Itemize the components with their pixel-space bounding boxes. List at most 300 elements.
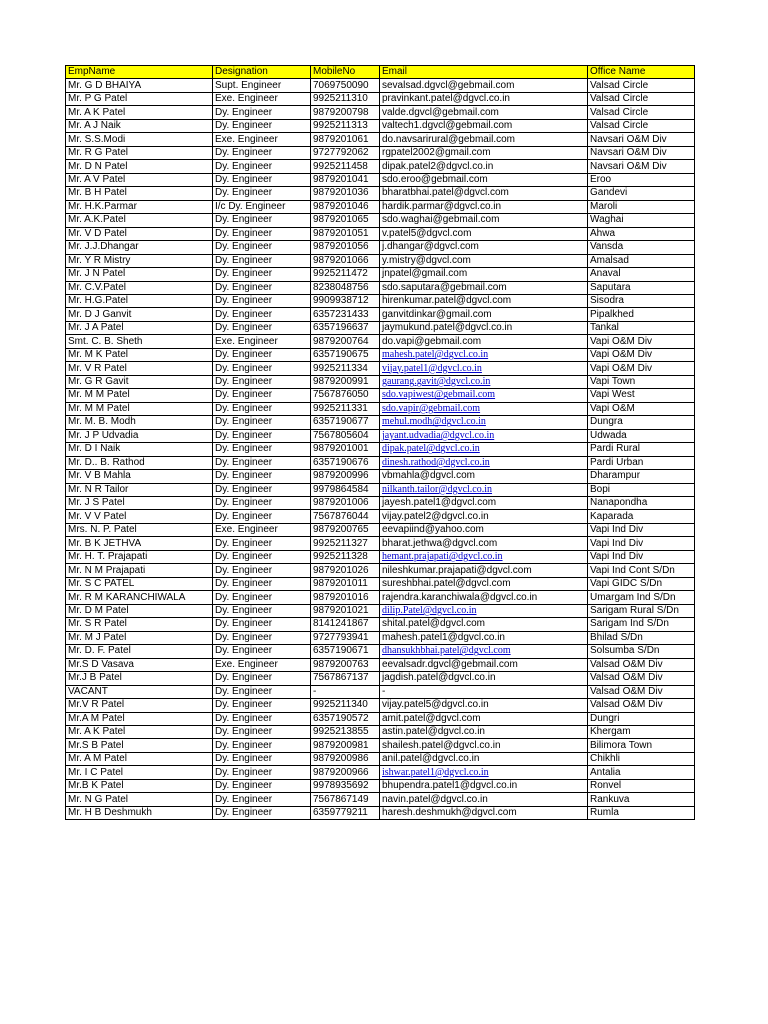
email-cell: anil.patel@dgvcl.co.in [380, 752, 588, 765]
mobile-cell: 9925211328 [311, 550, 380, 563]
designation-cell: Dy. Engineer [213, 483, 311, 496]
email-cell: bharat.jethwa@dgvcl.com [380, 537, 588, 550]
office-name-cell: Valsad O&M Div [588, 699, 695, 712]
emp-name-cell: Smt. C. B. Sheth [66, 335, 213, 348]
mobile-cell: 9879201001 [311, 443, 380, 456]
office-name-cell: Valsad O&M Div [588, 658, 695, 671]
emp-name-cell: Mr.S B Patel [66, 739, 213, 752]
office-name-cell: Valsad Circle [588, 92, 695, 105]
office-name-cell: Udwada [588, 429, 695, 442]
mobile-cell: 9879201046 [311, 200, 380, 213]
designation-cell: Dy. Engineer [213, 645, 311, 658]
designation-cell: Exe. Engineer [213, 658, 311, 671]
email-cell: sdo.waghai@gebmail.com [380, 214, 588, 227]
emp-name-cell: Mr. S C PATEL [66, 577, 213, 590]
office-name-cell: Umargam Ind S/Dn [588, 591, 695, 604]
table-row [66, 564, 695, 577]
designation-cell: Dy. Engineer [213, 766, 311, 779]
email-cell [380, 375, 588, 388]
emp-name-cell: Mr. D J Ganvit [66, 308, 213, 321]
designation-cell: Dy. Engineer [213, 685, 311, 698]
email-cell: hirenkumar.patel@dgvcl.com [380, 294, 588, 307]
emp-name-cell: Mr. M K Patel [66, 348, 213, 361]
mobile-cell: 9879200986 [311, 752, 380, 765]
mobile-cell: 9879200764 [311, 335, 380, 348]
office-name-cell: Pipalkhed [588, 308, 695, 321]
office-name-cell: Solsumba S/Dn [588, 645, 695, 658]
emp-name-cell: Mr. D. F. Patel [66, 645, 213, 658]
table-row [66, 725, 695, 738]
office-name-cell: Navsari O&M Div [588, 160, 695, 173]
designation-cell: Dy. Engineer [213, 214, 311, 227]
emp-name-cell: Mr. G D BHAIYA [66, 79, 213, 92]
office-name-cell: Vapi O&M Div [588, 362, 695, 375]
email-cell: rajendra.karanchiwala@dgvcl.co.in [380, 591, 588, 604]
email-cell: shital.patel@dgvcl.com [380, 618, 588, 631]
table-row [66, 470, 695, 483]
email-cell: valtech1.dgvcl@gebmail.com [380, 119, 588, 132]
office-name-cell: Sisodra [588, 294, 695, 307]
office-name-cell: Saputara [588, 281, 695, 294]
designation-cell: Dy. Engineer [213, 739, 311, 752]
email-link[interactable]: vijay.patel1@dgvcl.co.in [382, 362, 482, 374]
mobile-cell: 6357190676 [311, 456, 380, 469]
office-name-cell: Pardi Rural [588, 443, 695, 456]
table-row [66, 106, 695, 119]
email-link[interactable]: dinesh.rathod@dgvcl.co.in [382, 456, 490, 468]
employee-table [65, 65, 695, 820]
email-cell: vijay.patel2@dgvcl.co.in [380, 510, 588, 523]
mobile-cell: 9727793941 [311, 631, 380, 644]
email-cell: jaymukund.patel@dgvcl.co.in [380, 321, 588, 334]
email-link[interactable]: sdo.vapiwest@gebmail.com [382, 389, 496, 401]
emp-name-cell: Mr. B H Patel [66, 187, 213, 200]
email-cell [380, 389, 588, 402]
emp-name-cell: Mr. J A Patel [66, 321, 213, 334]
designation-cell: Dy. Engineer [213, 470, 311, 483]
designation-cell: Dy. Engineer [213, 725, 311, 738]
table-row [66, 577, 695, 590]
designation-cell: Dy. Engineer [213, 106, 311, 119]
office-name-cell: Amalsad [588, 254, 695, 267]
email-cell: jagdish.patel@dgvcl.co.in [380, 672, 588, 685]
email-cell: pravinkant.patel@dgvcl.co.in [380, 92, 588, 105]
table-body [66, 79, 695, 820]
designation-cell: Dy. Engineer [213, 254, 311, 267]
designation-cell: Exe. Engineer [213, 523, 311, 536]
emp-name-cell: Mr. A.K.Patel [66, 214, 213, 227]
emp-name-cell: Mr. J S Patel [66, 497, 213, 510]
email-cell [380, 604, 588, 617]
email-link[interactable]: nilkanth.tailor@dgvcl.co.in [382, 483, 493, 495]
email-cell: sevalsad.dgvcl@gebmail.com [380, 79, 588, 92]
col-header-designation: Designation [213, 66, 311, 79]
designation-cell: Dy. Engineer [213, 793, 311, 806]
emp-name-cell: Mr. C.V.Patel [66, 281, 213, 294]
mobile-cell: 9879201056 [311, 241, 380, 254]
mobile-cell: 9925211327 [311, 537, 380, 550]
email-cell: mahesh.patel1@dgvcl.co.in [380, 631, 588, 644]
emp-name-cell: Mr. G R Gavit [66, 375, 213, 388]
emp-name-cell: VACANT [66, 685, 213, 698]
mobile-cell: 9879200798 [311, 106, 380, 119]
mobile-cell: 7567876050 [311, 389, 380, 402]
emp-name-cell: Mr. N M Prajapati [66, 564, 213, 577]
email-link[interactable]: dipak.patel@dgvcl.co.in [382, 443, 480, 455]
email-cell: y.mistry@dgvcl.com [380, 254, 588, 267]
email-cell: amit.patel@dgvcl.com [380, 712, 588, 725]
office-name-cell: Vapi Ind Cont S/Dn [588, 564, 695, 577]
mobile-cell: 9979864584 [311, 483, 380, 496]
table-row [66, 146, 695, 159]
mobile-cell: 9879200765 [311, 523, 380, 536]
emp-name-cell: Mr. S R Patel [66, 618, 213, 631]
mobile-cell: 9925211310 [311, 92, 380, 105]
table-row [66, 591, 695, 604]
mobile-cell: 9925211334 [311, 362, 380, 375]
table-row [66, 348, 695, 361]
designation-cell: Dy. Engineer [213, 389, 311, 402]
mobile-cell: 6357190677 [311, 416, 380, 429]
email-link[interactable]: dilip.Patel@dgvcl.co.in [382, 604, 477, 616]
designation-cell: Dy. Engineer [213, 577, 311, 590]
table-row [66, 389, 695, 402]
designation-cell: Dy. Engineer [213, 348, 311, 361]
emp-name-cell: Mr. Y R Mistry [66, 254, 213, 267]
table-row [66, 483, 695, 496]
designation-cell: Dy. Engineer [213, 510, 311, 523]
office-name-cell: Vapi West [588, 389, 695, 402]
email-cell: bharatbhai.patel@dgvcl.com [380, 187, 588, 200]
emp-name-cell: Mr. P G Patel [66, 92, 213, 105]
email-link[interactable]: dhansukhbhai.patel@dgvcl.com [382, 645, 511, 657]
table-row [66, 308, 695, 321]
mobile-cell: 9879201061 [311, 133, 380, 146]
table-row [66, 214, 695, 227]
emp-name-cell: Mr. V R Patel [66, 362, 213, 375]
email-cell [380, 550, 588, 563]
designation-cell: Dy. Engineer [213, 429, 311, 442]
table-row [66, 173, 695, 186]
table-row [66, 523, 695, 536]
table-row [66, 497, 695, 510]
emp-name-cell: Mr.J B Patel [66, 672, 213, 685]
emp-name-cell: Mr. R M KARANCHIWALA [66, 591, 213, 604]
mobile-cell: 9879200981 [311, 739, 380, 752]
office-name-cell: Antalia [588, 766, 695, 779]
table-row [66, 537, 695, 550]
designation-cell: Dy. Engineer [213, 699, 311, 712]
email-cell: haresh.deshmukh@dgvcl.com [380, 806, 588, 819]
emp-name-cell: Mr. D I Naik [66, 443, 213, 456]
designation-cell: Dy. Engineer [213, 604, 311, 617]
table-row [66, 119, 695, 132]
emp-name-cell: Mr. D M Patel [66, 604, 213, 617]
emp-name-cell: Mr. V V Patel [66, 510, 213, 523]
emp-name-cell: Mr. J N Patel [66, 268, 213, 281]
emp-name-cell: Mr.V R Patel [66, 699, 213, 712]
email-cell [380, 456, 588, 469]
col-header-email: Email [380, 66, 588, 79]
table-row [66, 645, 695, 658]
emp-name-cell: Mr.A M Patel [66, 712, 213, 725]
email-link[interactable]: mahesh.patel@dgvcl.co.in [382, 349, 489, 361]
email-link[interactable]: gaurang.gavit@dgvcl.co.in [382, 376, 491, 388]
table-row [66, 510, 695, 523]
emp-name-cell: Mr. A V Patel [66, 173, 213, 186]
designation-cell: Dy. Engineer [213, 672, 311, 685]
designation-cell: Dy. Engineer [213, 564, 311, 577]
email-cell: vbmahla@dgvcl.com [380, 470, 588, 483]
designation-cell: I/c Dy. Engineer [213, 200, 311, 213]
email-cell: eevalsadr.dgvcl@gebmail.com [380, 658, 588, 671]
office-name-cell: Anaval [588, 268, 695, 281]
email-cell: vijay.patel5@dgvcl.co.in [380, 699, 588, 712]
emp-name-cell: Mr. D N Patel [66, 160, 213, 173]
office-name-cell: Vapi GIDC S/Dn [588, 577, 695, 590]
designation-cell: Dy. Engineer [213, 443, 311, 456]
emp-name-cell: Mr. V D Patel [66, 227, 213, 240]
emp-name-cell: Mr. I C Patel [66, 766, 213, 779]
table-row [66, 631, 695, 644]
mobile-cell: 9879200966 [311, 766, 380, 779]
table-row [66, 712, 695, 725]
designation-cell: Dy. Engineer [213, 362, 311, 375]
email-link[interactable]: mehul.modh@dgvcl.co.in [382, 416, 486, 428]
office-name-cell: Vansda [588, 241, 695, 254]
table-row [66, 672, 695, 685]
email-cell [380, 348, 588, 361]
email-cell: - [380, 685, 588, 698]
emp-name-cell: Mr. A J Naik [66, 119, 213, 132]
table-row [66, 806, 695, 819]
mobile-cell: 7567867137 [311, 672, 380, 685]
designation-cell: Dy. Engineer [213, 146, 311, 159]
emp-name-cell: Mr. N R Tailor [66, 483, 213, 496]
table-row [66, 187, 695, 200]
col-header-empname: EmpName [66, 66, 213, 79]
table-row [66, 200, 695, 213]
designation-cell: Dy. Engineer [213, 712, 311, 725]
mobile-cell: 9879200996 [311, 470, 380, 483]
mobile-cell: 8238048756 [311, 281, 380, 294]
office-name-cell: Bopi [588, 483, 695, 496]
col-header-mobileno: MobileNo [311, 66, 380, 79]
table-row [66, 766, 695, 779]
designation-cell: Dy. Engineer [213, 375, 311, 388]
office-name-cell: Dungri [588, 712, 695, 725]
designation-cell: Dy. Engineer [213, 550, 311, 563]
mobile-cell: 9727792062 [311, 146, 380, 159]
emp-name-cell: Mr. H. T. Prajapati [66, 550, 213, 563]
mobile-cell: 9925211458 [311, 160, 380, 173]
mobile-cell: - [311, 685, 380, 698]
email-cell: dipak.patel2@dgvcl.co.in [380, 160, 588, 173]
office-name-cell: Vapi O&M Div [588, 335, 695, 348]
office-name-cell: Valsad Circle [588, 119, 695, 132]
office-name-cell: Vapi Ind Div [588, 523, 695, 536]
office-name-cell: Ronvel [588, 779, 695, 792]
office-name-cell: Vapi O&M [588, 402, 695, 415]
designation-cell: Dy. Engineer [213, 241, 311, 254]
header-row [66, 66, 695, 79]
emp-name-cell: Mr. A K Patel [66, 725, 213, 738]
table-row [66, 752, 695, 765]
office-name-cell: Sarigam Rural S/Dn [588, 604, 695, 617]
designation-cell: Dy. Engineer [213, 591, 311, 604]
email-cell [380, 483, 588, 496]
mobile-cell: 9925211313 [311, 119, 380, 132]
designation-cell: Dy. Engineer [213, 268, 311, 281]
mobile-cell: 9879201026 [311, 564, 380, 577]
email-cell [380, 416, 588, 429]
email-cell [380, 429, 588, 442]
mobile-cell: 9879201016 [311, 591, 380, 604]
mobile-cell: 6357190675 [311, 348, 380, 361]
office-name-cell: Bilimora Town [588, 739, 695, 752]
mobile-cell: 9879201051 [311, 227, 380, 240]
email-cell: nileshkumar.prajapati@dgvcl.com [380, 564, 588, 577]
email-cell [380, 645, 588, 658]
email-cell: do.vapi@gebmail.com [380, 335, 588, 348]
email-cell [380, 362, 588, 375]
mobile-cell: 7567867149 [311, 793, 380, 806]
mobile-cell: 9879201041 [311, 173, 380, 186]
table-row [66, 92, 695, 105]
email-cell: v.patel5@dgvcl.com [380, 227, 588, 240]
office-name-cell: Sarigam Ind S/Dn [588, 618, 695, 631]
office-name-cell: Valsad O&M Div [588, 685, 695, 698]
email-cell: shailesh.patel@dgvcl.co.in [380, 739, 588, 752]
office-name-cell: Vapi Town [588, 375, 695, 388]
email-link[interactable]: jayant.udvadia@dgvcl.co.in [382, 429, 495, 441]
designation-cell: Dy. Engineer [213, 618, 311, 631]
email-link[interactable]: ishwar.patel1@dgvcl.co.in [382, 766, 489, 778]
designation-cell: Dy. Engineer [213, 752, 311, 765]
mobile-cell: 9879200991 [311, 375, 380, 388]
designation-cell: Dy. Engineer [213, 119, 311, 132]
office-name-cell: Navsari O&M Div [588, 146, 695, 159]
email-cell: sdo.eroo@gebmail.com [380, 173, 588, 186]
email-cell: bhupendra.patel1@dgvcl.co.in [380, 779, 588, 792]
office-name-cell: Rumla [588, 806, 695, 819]
emp-name-cell: Mr. J P Udvadia [66, 429, 213, 442]
emp-name-cell: Mr. M J Patel [66, 631, 213, 644]
designation-cell: Dy. Engineer [213, 160, 311, 173]
emp-name-cell: Mr. H B Deshmukh [66, 806, 213, 819]
emp-name-cell: Mr. N G Patel [66, 793, 213, 806]
table-row [66, 281, 695, 294]
emp-name-cell: Mrs. N. P. Patel [66, 523, 213, 536]
table-row [66, 685, 695, 698]
table-row [66, 550, 695, 563]
designation-cell: Exe. Engineer [213, 335, 311, 348]
email-cell: valde.dgvcl@gebmail.com [380, 106, 588, 119]
office-name-cell: Pardi Urban [588, 456, 695, 469]
table-row [66, 658, 695, 671]
mobile-cell: 6359779211 [311, 806, 380, 819]
email-cell: hardik.parmar@dgvcl.co.in [380, 200, 588, 213]
emp-name-cell: Mr. V B Mahla [66, 470, 213, 483]
designation-cell: Dy. Engineer [213, 294, 311, 307]
table-row [66, 456, 695, 469]
office-name-cell: Dungra [588, 416, 695, 429]
designation-cell: Dy. Engineer [213, 779, 311, 792]
mobile-cell: 6357196637 [311, 321, 380, 334]
mobile-cell: 9879200763 [311, 658, 380, 671]
email-link[interactable]: hemant.prajapati@dgvcl.co.in [382, 551, 503, 563]
table-row [66, 254, 695, 267]
emp-name-cell: Mr. M M Patel [66, 402, 213, 415]
mobile-cell: 9978935692 [311, 779, 380, 792]
mobile-cell: 7567876044 [311, 510, 380, 523]
office-name-cell: Rankuva [588, 793, 695, 806]
emp-name-cell: Mr. R G Patel [66, 146, 213, 159]
designation-cell: Exe. Engineer [213, 92, 311, 105]
mobile-cell: 9879201006 [311, 497, 380, 510]
mobile-cell: 9879201021 [311, 604, 380, 617]
office-name-cell: Chikhli [588, 752, 695, 765]
office-name-cell: Kaparada [588, 510, 695, 523]
emp-name-cell: Mr. B K JETHVA [66, 537, 213, 550]
office-name-cell: Gandevi [588, 187, 695, 200]
designation-cell: Dy. Engineer [213, 456, 311, 469]
table-row [66, 321, 695, 334]
mobile-cell: 9925213855 [311, 725, 380, 738]
emp-name-cell: Mr. A K Patel [66, 106, 213, 119]
mobile-cell: 7567805604 [311, 429, 380, 442]
email-link[interactable]: sdo.vapir@gebmail.com [382, 402, 481, 414]
designation-cell: Dy. Engineer [213, 308, 311, 321]
table-row [66, 416, 695, 429]
email-cell [380, 766, 588, 779]
designation-cell: Dy. Engineer [213, 173, 311, 186]
email-cell: ganvitdinkar@gmail.com [380, 308, 588, 321]
designation-cell: Dy. Engineer [213, 806, 311, 819]
table-row [66, 133, 695, 146]
designation-cell: Dy. Engineer [213, 497, 311, 510]
table-row [66, 375, 695, 388]
office-name-cell: Dharampur [588, 470, 695, 483]
office-name-cell: Navsari O&M Div [588, 133, 695, 146]
emp-name-cell: Mr. J.J.Dhangar [66, 241, 213, 254]
email-cell [380, 443, 588, 456]
table-row [66, 699, 695, 712]
designation-cell: Dy. Engineer [213, 187, 311, 200]
table-row [66, 402, 695, 415]
table-row [66, 79, 695, 92]
office-name-cell: Khergam [588, 725, 695, 738]
email-cell: sdo.saputara@gebmail.com [380, 281, 588, 294]
designation-cell: Dy. Engineer [213, 402, 311, 415]
emp-name-cell: Mr.B K Patel [66, 779, 213, 792]
emp-name-cell: Mr. H.K.Parmar [66, 200, 213, 213]
emp-name-cell: Mr. H.G.Patel [66, 294, 213, 307]
table-row [66, 160, 695, 173]
office-name-cell: Vapi Ind Div [588, 550, 695, 563]
table-row [66, 793, 695, 806]
designation-cell: Dy. Engineer [213, 227, 311, 240]
office-name-cell: Vapi Ind Div [588, 537, 695, 550]
office-name-cell: Ahwa [588, 227, 695, 240]
table-row [66, 618, 695, 631]
mobile-cell: 9925211472 [311, 268, 380, 281]
email-cell: j.dhangar@dgvcl.com [380, 241, 588, 254]
office-name-cell: Waghai [588, 214, 695, 227]
table-row [66, 241, 695, 254]
mobile-cell: 6357190572 [311, 712, 380, 725]
designation-cell: Exe. Engineer [213, 133, 311, 146]
